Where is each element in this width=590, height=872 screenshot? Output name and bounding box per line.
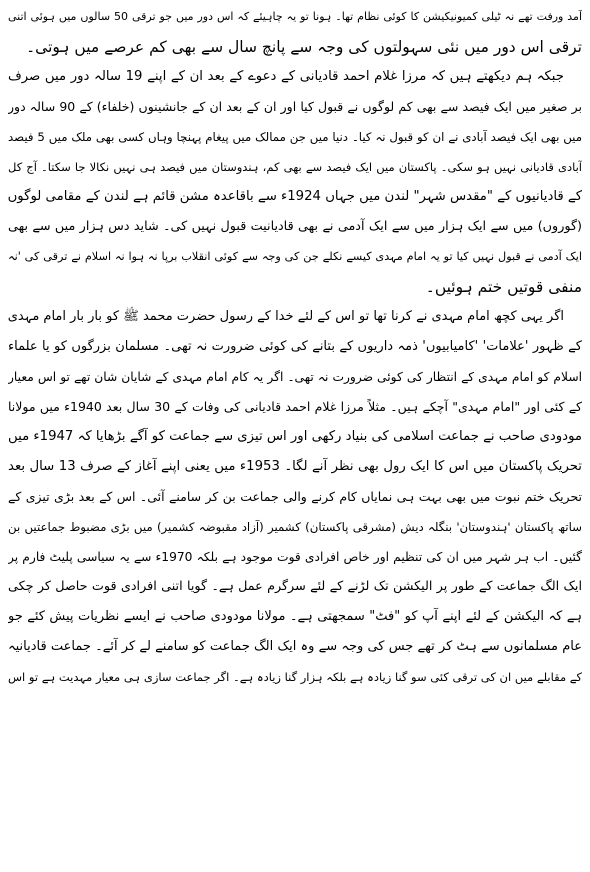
paragraph-3 (8, 302, 582, 692)
text-line: اگر یہی کچھ امام مہدی نے کرنا تھا تو اس کے لئے خدا کے رسول حضرت محمد ﷺ کو بار بار امام مہدی (8, 309, 564, 324)
text-line: ایک الگ جماعت کے طور پر الیکشن تک لڑنے کے لئے سرگرم عمل ہے۔ گویا اتنی افرادی قوت حاصل کر چکی (8, 579, 582, 594)
text-line: ہے کہ الیکشن کے لئے اپنے آپ کو "فٹ" سمجھتی ہے۔ مولانا مودودی صاحب نے ایسے نظریات پیش کئے جو (8, 609, 582, 624)
text-line: کے مقابلے میں ان کی ترقی کئی سو گنا زیادہ ہے بلکہ ہزار گنا زیادہ ہے۔ اگر جماعت سازی ہی معیار مہدیت ہے تو اس (8, 670, 582, 684)
paragraph-2 (8, 62, 582, 302)
text-line: مودودی صاحب نے جماعت اسلامی کی بنیاد رکھی اور اس تیزی سے جماعت کو آگے بڑھایا کہ 1947ء میں (8, 429, 582, 444)
text-line: (گوروں) میں سے ایک ہزار میں سے ایک آدمی نے بھی قادیانیت قبول نہیں کی۔ شاید دس ہزار میں سے بھی (8, 219, 582, 234)
text-line: اسلام کو امام مہدی کے انتظار کی کوئی ضرورت نہ تھی۔ اگر یہ کام امام مہدی کے شایان شان تھے تو اس معیار (8, 370, 582, 384)
text-line: گئیں۔ اب ہر شہر میں ان کی تنظیم اور خاص افرادی قوت موجود ہے بلکہ 1970ء سے یہ سیاسی پلیٹ فارم پر (8, 550, 582, 564)
text-line: تحریک ختم نبوت میں بھی بہت ہی نمایاں کام کرنے والی جماعت بن کر سامنے آئی۔ اس کے بعد بڑی تیزی کے (8, 489, 582, 504)
text-line: آبادی قادیانی نہیں ہو سکی۔ پاکستان میں ایک فیصد سے بھی کم، ہندوستان میں فیصد ہی نہیں نکالا جا سکتا۔ آج کل (8, 160, 582, 174)
text-line: منفی قوتیں ختم ہوئیں۔ (425, 278, 582, 296)
text-line: کے ظہور 'علامات' 'کامیابیوں' ذمہ داریوں کے بتانے کی کوئی ضرورت نہ تھی۔ مسلمان بزرگوں کو یا علماء (8, 339, 582, 354)
text-line: آمد ورفت تھے نہ ٹیلی کمیونیکیشن کا کوئی نظام تھا۔ ہونا تو یہ چاہیئے کہ اس دور میں جو ترقی 50 سالوں میں ہوئی اتنی (8, 10, 582, 23)
text-line: جبکہ ہم دیکھتے ہیں کہ مرزا غلام احمد قادیانی کے دعوے کے بعد ان کے اپنے 19 سالہ دور میں صرف (8, 69, 564, 84)
text-line: ترقی اس دور میں نئی سہولتوں کی وجہ سے پانچ سال سے بھی کم عرصے میں ہوتی۔ (26, 38, 582, 56)
text-line: کے کئی اور "امام مہدی" آچکے ہیں۔ مثلاً مرزا غلام احمد قادیانی کی وفات کے 30 سال بعد 1940ء میں مولانا (8, 399, 582, 414)
text-line: کے قادیانیوں کے "مقدس شہر" لندن میں جہاں 1924ء سے باقاعدہ مشن قائم ہے لندن کے مقامی لوگوں (8, 189, 582, 204)
text-line: تحریک پاکستان میں اس کا ایک رول بھی نظر آنے لگا۔ 1953ء میں یعنی اپنے آغاز کے صرف 13 سال بعد (8, 459, 582, 474)
paragraph-1 (8, 2, 582, 62)
text-line: ساتھ پاکستان 'ہندوستان' بنگلہ دیش (مشرقی پاکستان) کشمیر (آزاد مقبوضہ کشمیر) میں بڑی مضبوط جماعتیں بن (8, 520, 582, 534)
text-line: بر صغیر میں ایک فیصد سے بھی کم لوگوں نے قبول کیا اور ان کے بعد ان کے جانشینوں (خلفاء) کے 90 سالہ دور (8, 99, 582, 114)
text-line: میں بھی ایک فیصد آبادی نے ان کو قبول نہ کیا۔ دنیا میں جن ممالک میں پیغام پہنچا وہاں کسی بھی ملک میں 5 فیصد (8, 130, 582, 144)
text-line: عام مسلمانوں سے ہٹ کر تھے جس کی وجہ سے وہ ایک الگ جماعت کو سامنے لے کر آئے۔ جماعت قادیانیہ (8, 639, 582, 654)
text-line: ایک آدمی نے قبول نہیں کیا تو یہ امام مہدی کیسے نکلے جن کی وجہ سے کوئی انقلاب برپا نہ ہوا نہ اسلام نے ترقی کی 'نہ (8, 250, 582, 263)
